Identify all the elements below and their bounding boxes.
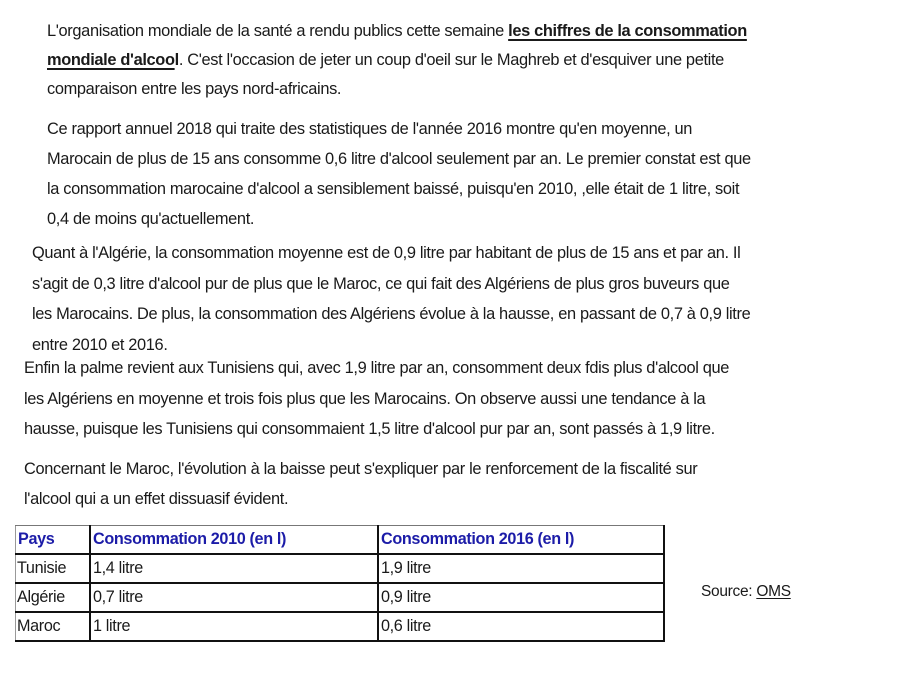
cell-2010: 0,7 litre [90, 583, 378, 612]
paragraph-line: s'agit de 0,3 litre d'alcool pur de plus que le Maroc, ce qui fait des Algériens de plus gros buveurs que [32, 274, 730, 293]
source-link-oms[interactable]: OMS [756, 583, 791, 600]
paragraph-line: 0,4 de moins qu'actuellement. [47, 210, 255, 228]
table-row [16, 583, 665, 612]
table-row [16, 612, 665, 641]
paragraph-line: Marocain de plus de 15 ans consomme 0,6 litre d'alcool seulement par an. Le premier constat est que [47, 150, 751, 168]
morocco-paragraph [47, 114, 751, 234]
oms-report-link-text-2[interactable]: mondiale d'alcoo [47, 51, 175, 69]
paragraph-line: Enfin la palme revient aux Tunisiens qui, avec 1,9 litre par an, consomment deux fdis plus d'alcool que [24, 359, 730, 377]
cell-2016: 0,6 litre [378, 612, 664, 641]
cell-2016: 1,9 litre [378, 554, 664, 583]
header-consumption-2016: Consommation 2016 (en l) [378, 526, 664, 555]
oms-report-link-continued[interactable] [47, 51, 179, 69]
table-row [16, 554, 665, 583]
paragraph-line: Ce rapport annuel 2018 qui traite des statistiques de l'année 2016 montre qu'en moyenne, un [47, 120, 693, 138]
oms-report-link-tail[interactable]: l [174, 51, 179, 69]
oms-report-link[interactable] [508, 22, 747, 40]
intro-paragraph [47, 17, 747, 104]
consumption-table [15, 525, 665, 642]
cell-2010: 1 litre [90, 612, 378, 641]
paragraph-line: l'alcool qui a un effet dissuasif évident. [24, 490, 289, 508]
paragraph-line: la consommation marocaine d'alcool a sensiblement baissé, puisqu'en 2010, ,elle était de 1 litre, soit [47, 180, 740, 198]
cell-country: Maroc [16, 612, 91, 641]
paragraph-line: hausse, puisque les Tunisiens qui consommaient 1,5 litre d'alcool pur par an, sont passés à 1,9 litre. [24, 420, 715, 438]
header-country: Pays [16, 526, 91, 555]
source-label: Source: [701, 583, 757, 600]
intro-line-3: comparaison entre les pays nord-africains. [47, 80, 342, 98]
table-header-row [16, 526, 665, 555]
paragraph-line: Concernant le Maroc, l'évolution à la baisse peut s'expliquer par le renforcement de la fiscalité sur [24, 460, 698, 478]
paragraph-line: entre 2010 et 2016. [32, 335, 168, 354]
intro-line-1 [47, 17, 747, 46]
header-consumption-2010: Consommation 2010 (en l) [90, 526, 378, 555]
intro-text-2: . C'est l'occasion de jeter un coup d'oeil sur le Maghreb et d'esquiver une petite [178, 51, 724, 69]
paragraph-line: Quant à l'Algérie, la consommation moyenne est de 0,9 litre par habitant de plus de 15 ans et par an. Il [32, 244, 741, 262]
paragraph-line: les Algériens en moyenne et trois fois plus que les Marocains. On observe aussi une tendance à la [24, 389, 706, 408]
intro-text: L'organisation mondiale de la santé a rendu publics cette semaine [47, 22, 509, 40]
oms-report-link-text[interactable]: les chiffres de la consommation [508, 22, 747, 40]
algeria-paragraph [32, 238, 750, 360]
cell-country: Algérie [16, 583, 91, 612]
intro-line-2 [47, 46, 747, 75]
paragraph-line: les Marocains. De plus, la consommation des Algériens évolue à la hausse, en passant de 0,7 à 0,9 litre [32, 305, 751, 323]
cell-country: Tunisie [16, 554, 91, 583]
conclusion-paragraph [24, 454, 697, 514]
cell-2016: 0,9 litre [378, 583, 664, 612]
cell-2010: 1,4 litre [90, 554, 378, 583]
source-note [701, 583, 791, 601]
tunisia-paragraph [24, 353, 729, 445]
